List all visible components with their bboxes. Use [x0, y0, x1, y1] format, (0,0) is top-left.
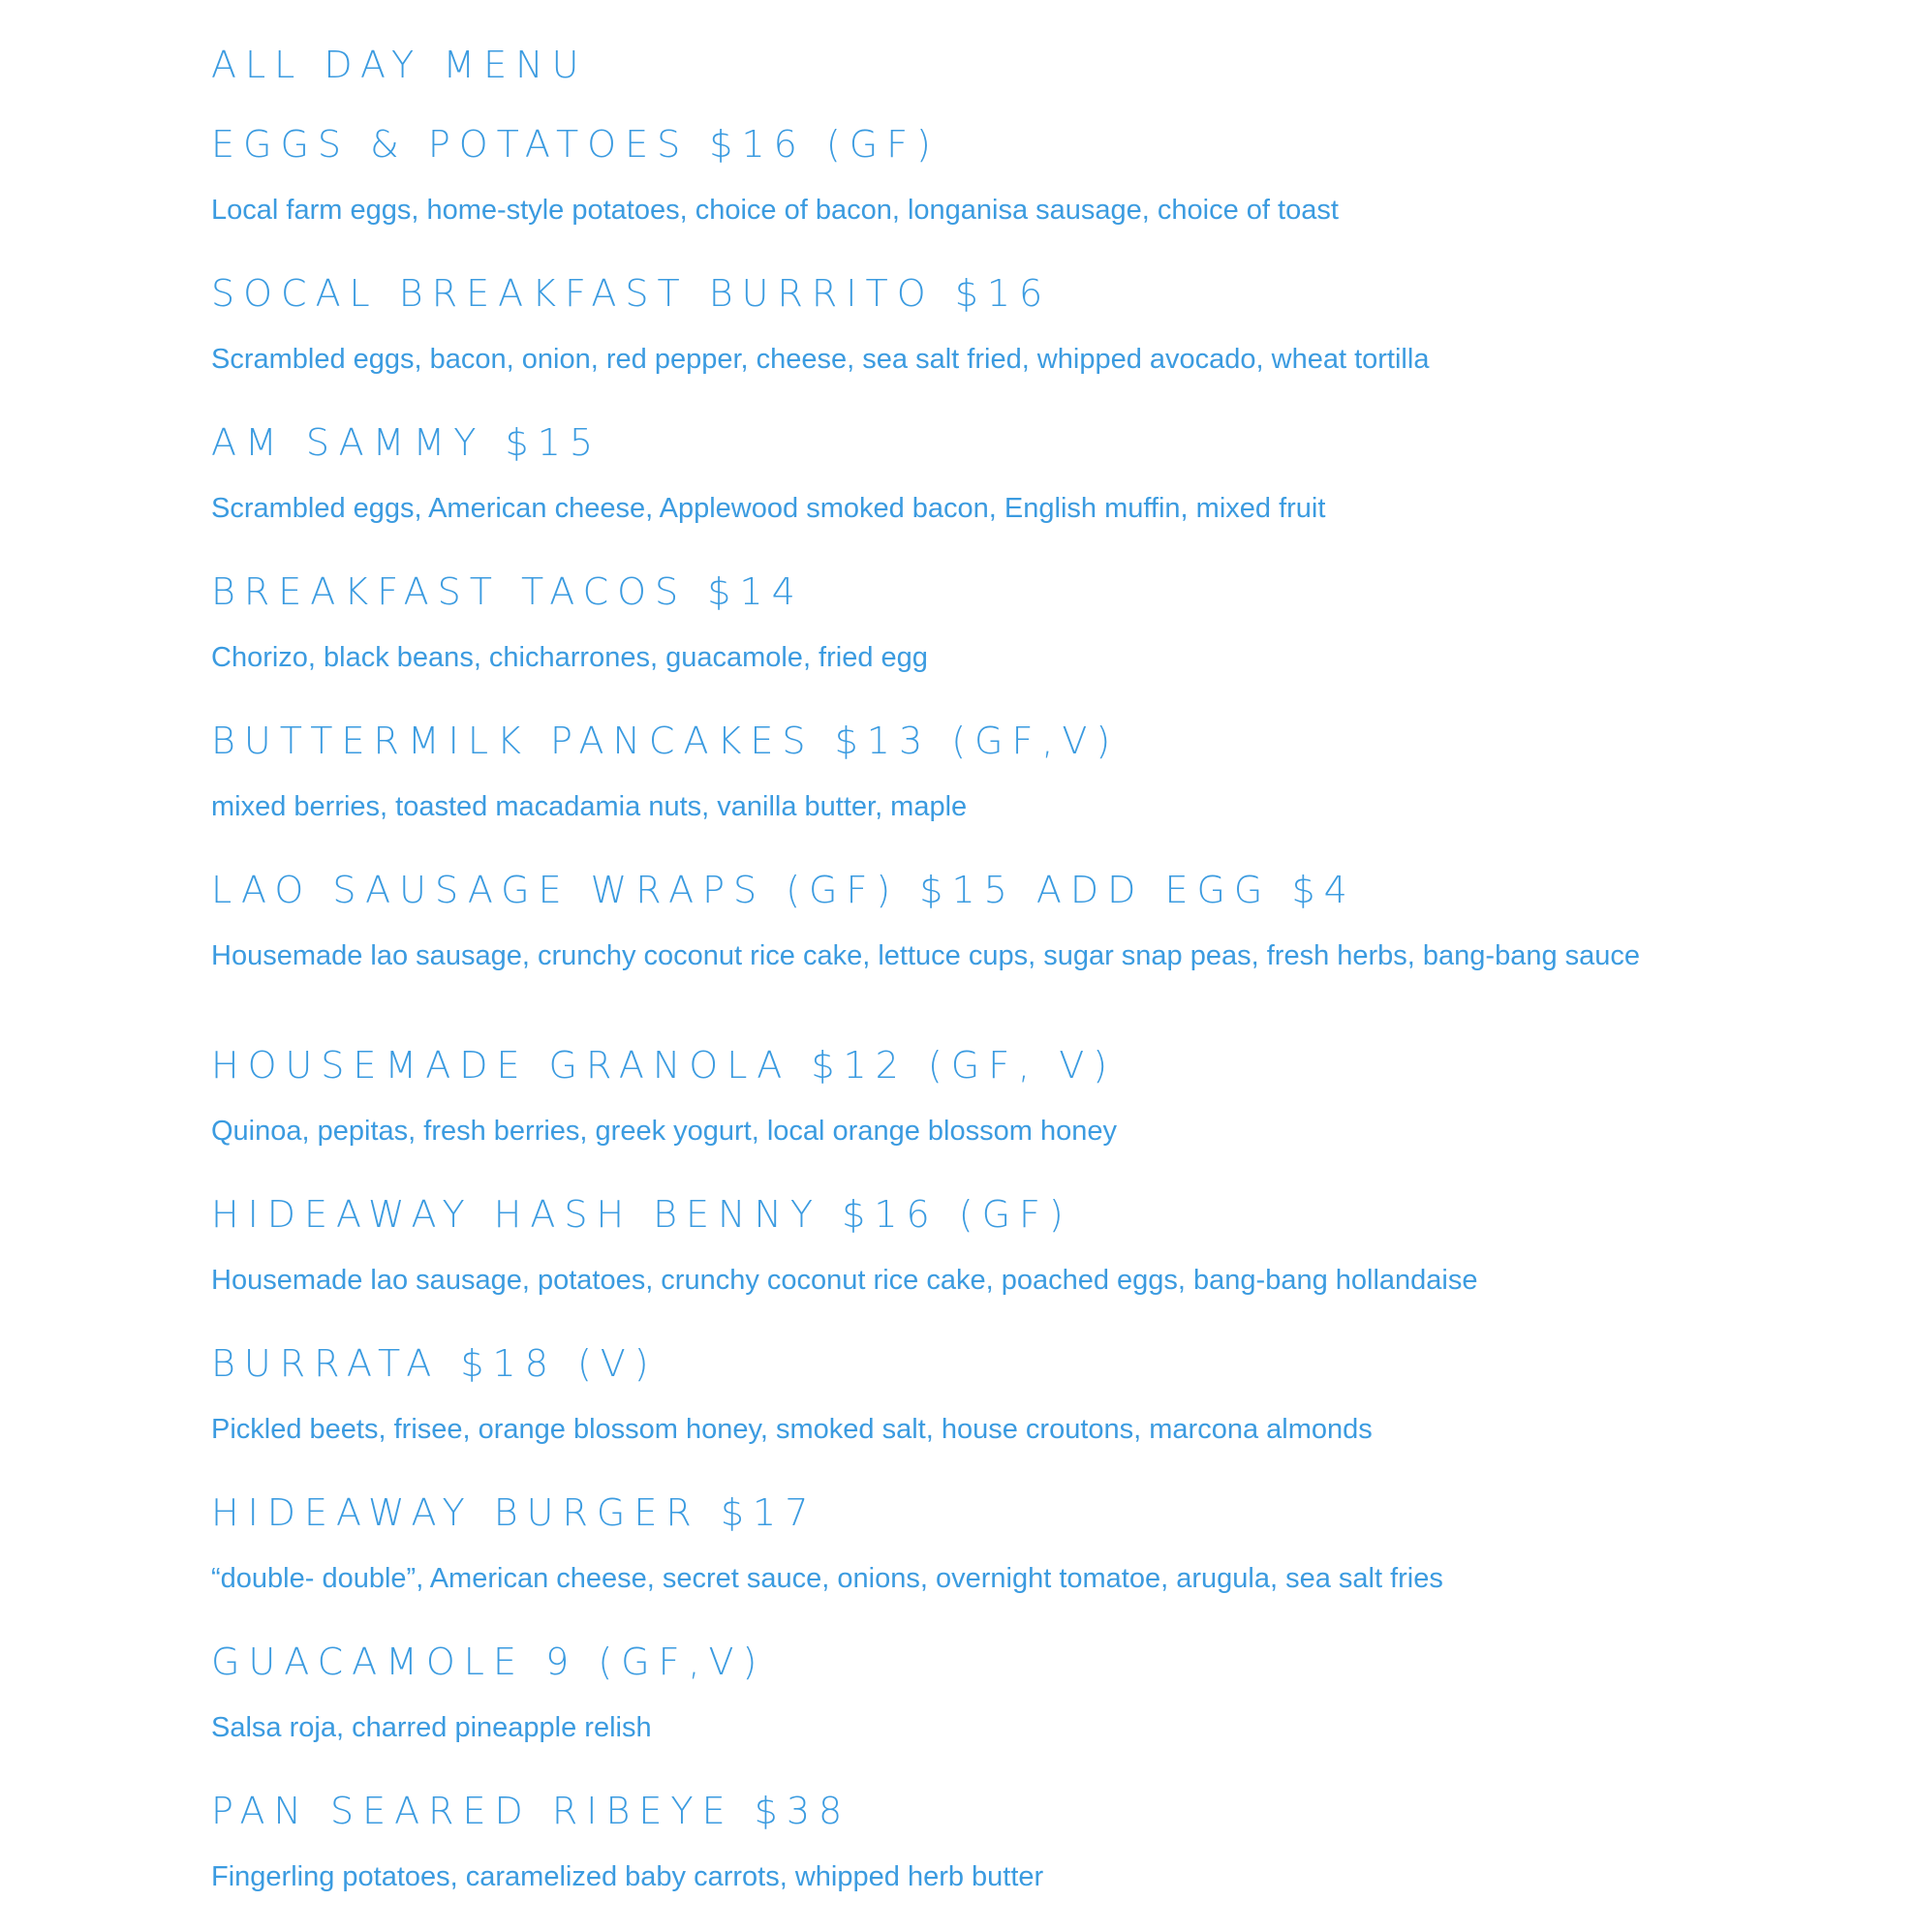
item-name: HIDEAWAY BURGER $17 [211, 1491, 818, 1534]
item-description: Pickled beets, frisee, orange blossom honey, smoked salt, house croutons, marcona almonds [211, 1414, 1373, 1445]
menu-document [211, 37, 1703, 1932]
item-name: BURRATA $18 (V) [211, 1342, 658, 1385]
menu-item [211, 713, 1703, 862]
menu-item [211, 862, 1703, 1037]
item-name: LAO SAUSAGE WRAPS (GF) $15 ADD EGG $4 [211, 869, 1356, 911]
menu-item [211, 1634, 1703, 1783]
item-name: HOUSEMADE GRANOLA $12 (GF, V) [211, 1044, 1117, 1087]
item-description: Local farm eggs, home-style potatoes, choice of bacon, longanisa sausage, choice of toast [211, 195, 1339, 226]
item-name: AM SAMMY $15 [211, 421, 603, 464]
item-description: mixed berries, toasted macadamia nuts, vanilla butter, maple [211, 791, 968, 822]
menu-item [211, 1485, 1703, 1634]
menu-item [211, 1037, 1703, 1186]
item-description: Salsa roja, charred pineapple relish [211, 1712, 652, 1743]
item-description: Housemade lao sausage, crunchy coconut rice cake, lettuce cups, sugar snap peas, fresh herbs, bang-bang sauce [211, 940, 1641, 971]
menu-title: ALL DAY MENU [211, 44, 588, 86]
item-name: BUTTERMILK PANCAKES $13 (GF,V) [211, 720, 1120, 762]
menu-item [211, 1783, 1703, 1932]
item-name: SOCAL BREAKFAST BURRITO $16 [211, 272, 1052, 315]
menu-item [211, 265, 1703, 414]
item-description: Scrambled eggs, American cheese, Applewood smoked bacon, English muffin, mixed fruit [211, 493, 1326, 524]
item-description: Housemade lao sausage, potatoes, crunchy coconut rice cake, poached eggs, bang-bang hollandaise [211, 1265, 1478, 1296]
menu-item [211, 1335, 1703, 1485]
menu-item [211, 414, 1703, 564]
item-name: GUACAMOLE 9 (GF,V) [211, 1641, 766, 1683]
menu-item [211, 116, 1703, 265]
item-name: PAN SEARED RIBEYE $38 [211, 1790, 851, 1832]
item-description: Scrambled eggs, bacon, onion, red pepper, cheese, sea salt fried, whipped avocado, wheat tortilla [211, 344, 1430, 375]
item-name: HIDEAWAY HASH BENNY $16 (GF) [211, 1193, 1072, 1236]
item-description: Quinoa, pepitas, fresh berries, greek yogurt, local orange blossom honey [211, 1116, 1117, 1147]
item-description: “double- double”, American cheese, secret sauce, onions, overnight tomatoe, arugula, sea salt fries [211, 1563, 1443, 1594]
menu-item [211, 564, 1703, 713]
item-description: Fingerling potatoes, caramelized baby carrots, whipped herb butter [211, 1861, 1044, 1892]
item-name: EGGS & POTATOES $16 (GF) [211, 123, 940, 166]
item-description: Chorizo, black beans, chicharrones, guacamole, fried egg [211, 642, 928, 673]
menu-item [211, 1186, 1703, 1335]
item-name: BREAKFAST TACOS $14 [211, 570, 804, 613]
